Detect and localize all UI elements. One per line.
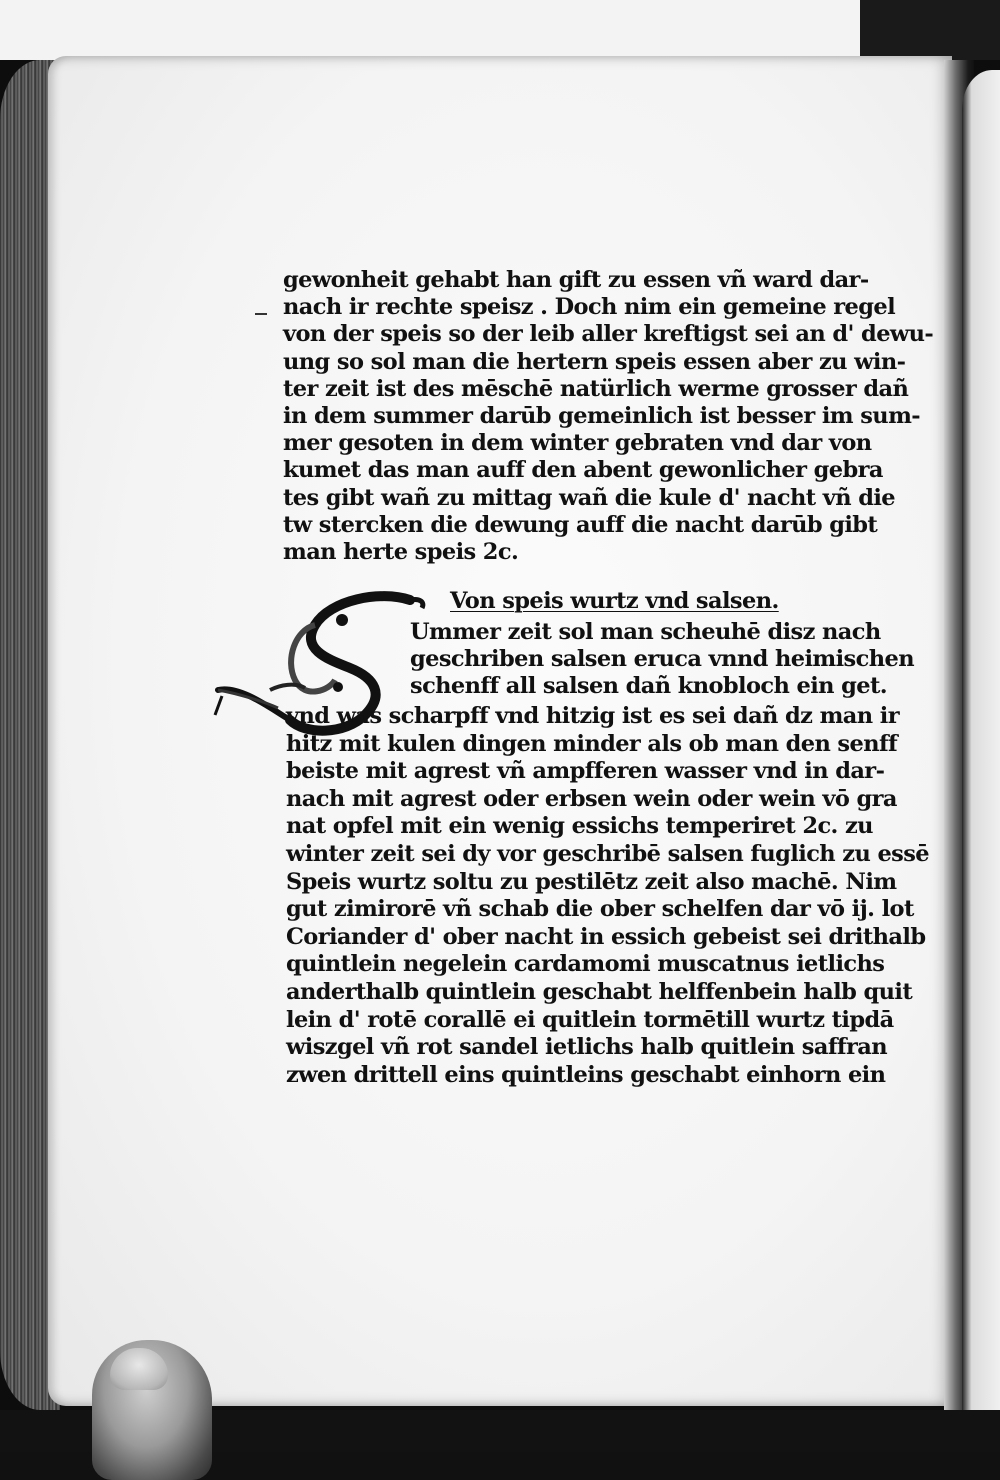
section-heading: Von speis wurtz vnd salsen. [450,588,779,614]
text-line: gewonheit gehabt han gift zu essen vñ ward dar- [283,267,869,293]
paragraph-2 [286,703,930,1089]
text-line: tes gibt wañ zu mittag wañ die kule d' nacht vñ die [283,484,895,511]
text-line: vnd was scharpff vnd hitzig ist es sei dañ dz man ir [286,703,899,729]
text-line: beiste mit agrest vñ ampfferen wasser vnd in dar- [286,758,885,785]
text-line: ung so sol man die hertern speis essen aber zu win- [283,348,906,375]
text-line: kumet das man auff den abent gewonlicher gebra [283,457,883,484]
scanner-bed-top [0,0,860,60]
text-line: gut zimirorē vñ schab die ober schelfen dar vō ij. lot [286,896,914,923]
facing-page-edge [962,70,1000,1420]
text-line: geschriben salsen eruca vnnd heimischen [410,646,914,673]
paragraph-1 [283,267,934,566]
scanner-bed-corner [860,0,1000,60]
text-line: winter zeit sei dy vor geschribē salsen fuglich zu essē [286,840,930,867]
text-line: anderthalb quintlein geschabt helffenbein halb quit [286,978,913,1005]
text-line: man herte speis 2c. [283,538,519,565]
text-line: quintlein negelein cardamomi muscatnus ietlichs [286,951,885,978]
text-line: Speis wurtz soltu zu pestilētz zeit also machē. Nim [286,868,897,895]
text-line: ter zeit ist des mēschē natürlich werme grosser dañ [283,375,909,402]
text-line: zwen drittell eins quintleins geschabt einhorn ein [286,1061,886,1088]
text-line: lein d' rotē corallē ei quitlein tormētill wurtz tipdā [286,1006,894,1033]
text-line: nat opfel mit ein wenig essichs temperiret 2c. zu [286,813,873,840]
text-line: hitz mit kulen dingen minder als ob man den senff [286,730,898,757]
text-line: in dem summer darūb gemeinlich ist besser im sum- [283,402,921,429]
paragraph-2-indented [410,619,914,701]
text-line: wiszgel vñ rot sandel ietlichs halb quitlein saffran [286,1034,887,1061]
text-line: nach mit agrest oder erbsen wein oder wein vō gra [286,785,897,812]
text-line: nach ir rechte speisz . Doch nim ein gemeine regel [283,294,896,321]
text-line: tw stercken die dewung auff die nacht darūb gibt [283,511,878,538]
text-line: schenff all salsen dañ knobloch ein get. [410,673,888,700]
margin-mark [255,313,267,315]
text-line: mer gesoten in dem winter gebraten vnd dar von [283,430,872,457]
text-line: Ummer zeit sol man scheuhē disz nach [410,619,881,645]
text-line: von der speis so der leib aller kreftigst sei an d' dewu- [283,321,934,348]
text-line: Coriander d' ober nacht in essich gebeist sei drithalb [286,923,926,950]
